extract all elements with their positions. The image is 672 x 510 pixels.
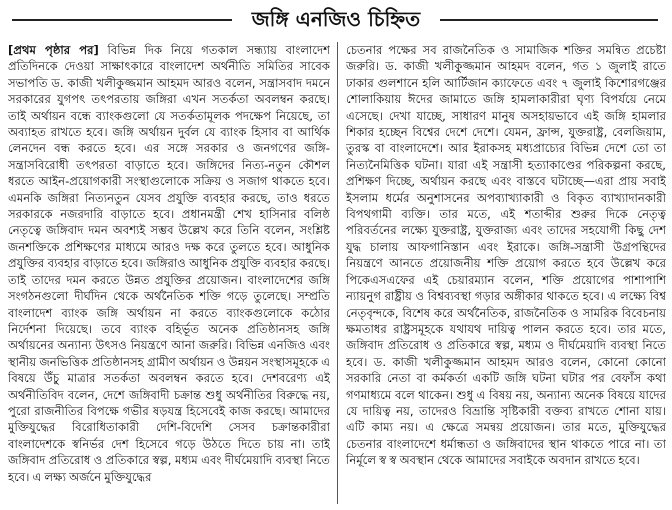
article-text-left: বিভিন্ন দিক নিয়ে গতকাল সন্ধ্যায় বাংলাদেশ প্রতিদিনকে দেওয়া সাক্ষাৎকারে বাংলাদেশ অর্থনীতি সমিতির সাবেক সভাপতি ড. কাজী খলীকুজ্জমান আহমদ আরও বলেন, সন্ত্রাসবাদ দমনে সরকারের যুগপৎ তৎপরতায় জঙ্গিরা এখন সতর্কতা অবলম্বন করছে। তাই অর্থায়ন বন্ধে ব্যাংকগুলো যে সতর্কতামূলক পদক্ষেপ নিয়েছে, তা অব্যাহত রাখতে হবে। জঙ্গি অর্থায়ন দুর্বল যে ব্যাংক হিসাব বা আর্থিক লেনদেন বন্ধ করতে হবে। এর সঙ্গে সরকার ও জনগণের জঙ্গি-সন্ত্রাসবিরোধী তৎপরতা বাড়াতে হবে। জঙ্গিদের নিত্য-নতুন কৌশল ধরতে আইন-প্রয়োগকারী সংস্থাগুলোকে সক্রিয় ও সজাগ থাকতে হবে। এমনকি জঙ্গিরা নিত্যনতুন যেসব প্রযুক্তি ব্যবহার করছে, তাও ধরতে সরকারকে নজরদারি বাড়াতে হবে। প্রধানমন্ত্রী শেখ হাসিনার বলিষ্ঠ নেতৃত্বে জঙ্গিবাদ দমন অবশ্যই সম্ভব উল্লেখ করে তিনি বলেন, সংশ্লিষ্ট জনশক্তিকে প্রশিক্ষণের মাধ্যমে আরও দক্ষ করে তুলতে হবে। আধুনিক প্রযুক্তির ব্যবহার বাড়াতে হবে। জঙ্গিরাও আধুনিক প্রযুক্তি ব্যবহার করছে। তাই তাদের দমন করতে উন্নত প্রযুক্তির প্রয়োজন। বাংলাদেশের জঙ্গি সংগঠনগুলো দীর্ঘদিন থেকে অর্থনৈতিক শক্তি গড়ে তুলেছে। সম্প্রতি বাংলাদেশ ব্যাংক জঙ্গি অর্থায়ন না করতে ব্যাংকগুলোকে কঠোর নির্দেশনা দিয়েছে। তবে ব্যাংক বহির্ভূত অনেক প্রতিষ্ঠানসহ জঙ্গি অর্থায়নের অন্যান্য উৎসও নিয়ন্ত্রণে আনা জরুরি। বিভিন্ন এনজিও এবং স্থানীয় জনভিত্তিক প্রতিষ্ঠানসহ গ্রামীণ অর্থায়ন ও উন্নয়ন সংস্থাসমূহকে এ বিষয়ে উঁচু মাত্রার সতর্কতা অবলম্বন করতে হবে। দেশবরেণ্য এই অর্থনীতিবিদ বলেন, দেশে জঙ্গিবাদী চক্রান্ত শুধু অর্থনীতির বিরুদ্ধে নয়, পুরো রাজনীতির বিপক্ষে গভীর ষড়যন্ত্র হিসেবেই কাজ করছে। আমাদের মুক্তিযুদ্ধের বিরোধিতাকারী দেশি-বিদেশি সেসব চক্রান্তকারীরা বাংলাদেশকে স্বনির্ভর দেশ হিসেবে গড়ে উঠতে দিতে চায় না। তাই জঙ্গিবাদ প্রতিরোধ ও প্রতিকারে স্বল্প, মধ্যম এবং দীর্ঘমেয়াদি ব্যবস্থা নিতে হবে। এ লক্ষ্য অর্জনে মুক্তিযুদ্ধের: [8, 43, 330, 484]
jump-bracket-close: ]: [93, 43, 99, 57]
article-column-right: [346, 42, 666, 508]
article-paragraph-right: [346, 42, 666, 469]
article-column-left: [8, 42, 330, 508]
article-text-right: চেতনার পক্ষের সব রাজনৈতিক ও সামাজিক শক্তির সমন্বিত প্রচেষ্টা জরুরি। ড. কাজী খলীকুজ্জমান আহমদ বলেন, গত ১ জুলাই রাতে ঢাকার গুলশানে হলি আর্টিজান ক্যাফেতে এবং ৭ জুলাই কিশোরগঞ্জের শোলাকিয়ায় ঈদের জামাতে জঙ্গি হামলাকারীরা ঘৃণ্য বিপর্যয়ে নেমে এসেছে। দেখা যাচ্ছে, সাধারণ মানুষ অসহায়ভাবে এই জঙ্গি হামলার শিকার হচ্ছেন বিশ্বের দেশে দেশে। যেমন, ফ্রান্স, যুক্তরাষ্ট্র, বেলজিয়াম, তুরস্ক বা বাংলাদেশে। আর ইরাকসহ মধ্যপ্রাচ্যের বিভিন্ন দেশে তো তা নিত্যনৈমিত্তিক ঘটনা। যারা এই সন্ত্রাসী হত্যাকাণ্ডের পরিকল্পনা করছে, প্রশিক্ষণ দিচ্ছে, অর্থায়ন করছে এবং বাস্তবে ঘটাচ্ছে—এরা প্রায় সবাই ইসলাম ধর্মের অনুশাসনের অপব্যাখ্যাকারী ও বিকৃত ব্যাখ্যাদানকারী বিপথগামী ব্যক্তি। তার মতে, এই শতাব্দীর শুরুর দিকে নেতৃত্ব পরিবর্তনের লক্ষ্যে যুক্তরাষ্ট্র, যুক্তরাজ্য এবং তাদের সহযোগী কিছু দেশ যুদ্ধ চালায় আফগানিস্তান এবং ইরাকে। জঙ্গি-সন্ত্রাসী উগ্রপন্থিদের নিয়ন্ত্রণে আনতে প্রয়োজনীয় শক্তি প্রয়োগ করতে হবে উল্লেখ করে পিকেএসএফের এই চেয়ারম্যান বলেন, শক্তি প্রয়োগের পাশাপাশি ন্যায়নুগ রাষ্ট্রীয় ও বিশ্বব্যবস্থা গড়ার অঙ্গীকার থাকতে হবে। এ লক্ষ্যে বিশ্ব নেতৃবৃন্দকে, বিশেষ করে অর্থনৈতিক, রাজনৈতিক ও সামরিক বিবেচনায় ক্ষমতাধর রাষ্ট্রসমূহকে যথাযথ দায়িত্ব পালন করতে হবে। তার মতে, জঙ্গিবাদ প্রতিরোধ ও প্রতিকারে স্বল্প, মধ্যম ও দীর্ঘমেয়াদি ব্যবস্থা নিতে হবে। ড. কাজী খলীকুজ্জমান আহমদ আরও বলেন, কোনো কোনো সরকারি নেতা বা কর্মকর্তা একটি জঙ্গি ঘটনা ঘটার পর বেফাঁস কথা গণমাধ্যমে বলে থাকেন। শুধু এ বিষয় নয়, অন্যান্য অনেক বিষয়ে যাদের যে দায়িত্ব নয়, তাদেরও বিভ্রান্তি সৃষ্টিকারী বক্তব্য রাখতে শোনা যায়। এটি কাম্য নয়। এ ক্ষেত্রে সমন্বয় প্রয়োজন। তার মতে, মুক্তিযুদ্ধের চেতনার বাংলাদেশে ধর্মান্ধতা ও জঙ্গিবাদের স্থান থাকতে পারে না। তা নির্মূলে স্ব স্ব অবস্থান থেকে আমাদের সবাইকে অবদান রাখতে হবে।: [346, 43, 666, 468]
headline-rule-right: [440, 19, 658, 21]
column-divider: [337, 42, 338, 504]
headline-rule-left: [12, 19, 232, 21]
jump-bracket-open: [: [8, 43, 14, 57]
headline-bar: [0, 4, 672, 36]
headline: জঙ্গি এনজিও চিহ্নিত: [251, 7, 421, 31]
article-paragraph-left: [8, 42, 330, 485]
continuation-label: প্রথম পৃষ্ঠার পর: [13, 43, 94, 57]
